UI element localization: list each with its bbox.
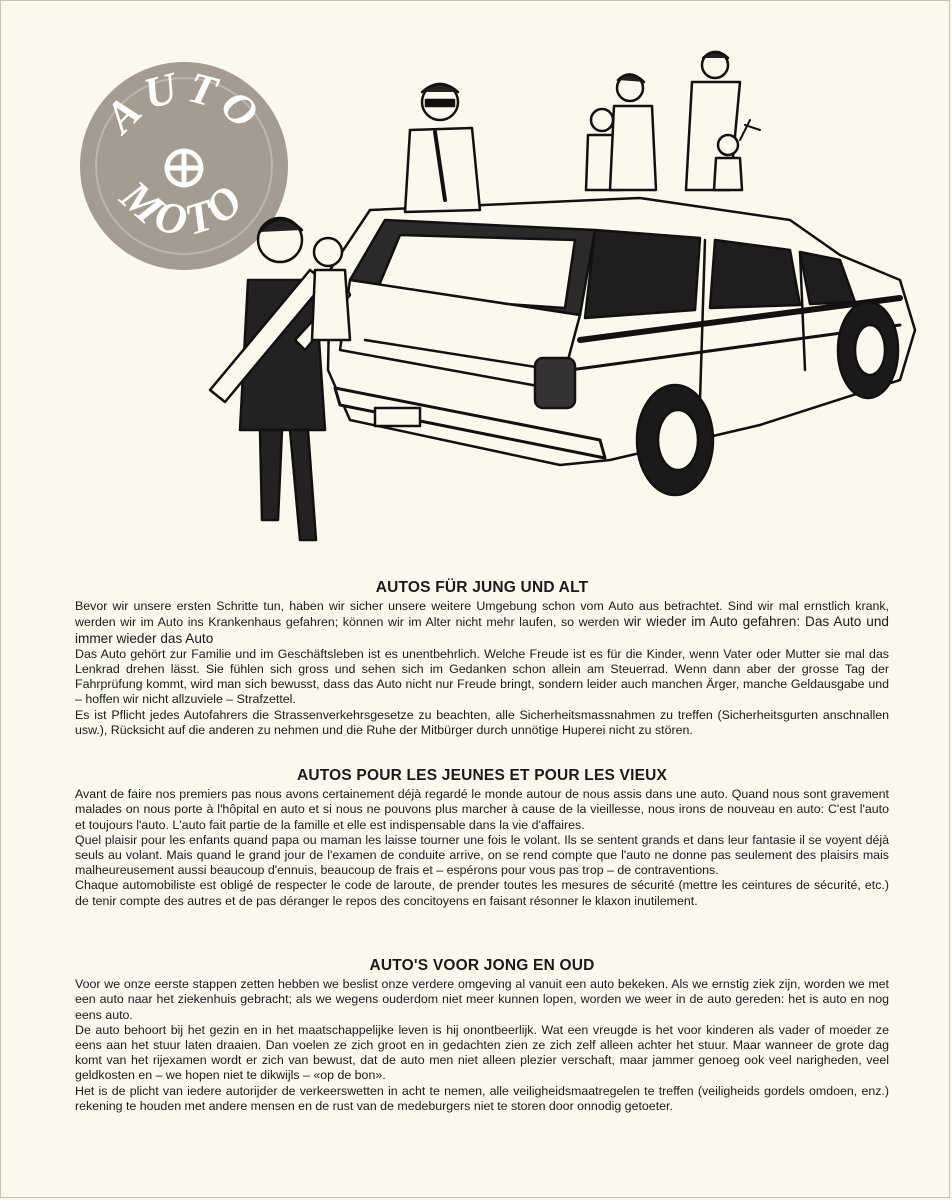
paragraph-emphasis: wir wieder im Auto gefahren: Das Auto und immer wieder das Auto [75,614,889,646]
paragraph-text: Bevor wir unsere ersten Schritte tun, haben wir sicher unsere weitere Umgebung schon vom Auto aus betrachtet. Sind wir mal ernstlich krank, werden wir im Auto ins Krankenhaus gefahren; können wir im Alter nicht mehr laufen, so werden [75,599,889,630]
paragraph: Quel plaisir pour les enfants quand papa ou maman les laisse tourner une fois le volant. Ils se sentent grands et dans leur fantasie il se voyent déjà seuls au volant. Mais quand le grand jour de l'examen de conduite arrive, on se rend compte que l'auto ne donne pas seulement des plaisirs mais malheureusement aussi beaucoup d'ennuis, beaucoup de frais et – espérons pour vous pas trop – de contraventions. [75,832,889,878]
article-section-french [75,768,889,909]
paragraph: Chaque automobiliste est obligé de respecter le code de laroute, de prender toutes les mesures de sécurité (mettre les ceintures de sécurité, etc.) de tenir compte des autres et de pas déranger le repos des concitoyens en faisant résonner le klaxon inutilement. [75,878,889,908]
paragraph: Es ist Pflicht jedes Autofahrers die Strassenverkehrsgesetze zu beachten, alle Sicherheitsmassnahmen zu treffen (Sicherheitsgurten anschnallen usw.), Rücksicht auf die anderen zu nehmen und die Ruhe der Mitbürger durch unnötige Huperei nicht zu stören. [75,707,889,737]
paragraph: Voor we onze eerste stappen zetten hebben we beslist onze verdere omgeving al vanuit een auto bekeken. Als we ernstig ziek zijn, worden we met een auto naar het ziekenhuis gebracht; als we wegens ouderdom niet meer kunnen lopen, worden we weer in de auto gereden: het is auto en nog eens auto. [75,977,889,1022]
logo-text-bottom: MOTO [111,171,257,246]
family-group [586,52,760,190]
logo-text-top: AUTO [95,61,273,142]
section-title-french: AUTOS POUR LES JEUNES ET POUR LES VIEUX [296,767,668,784]
paragraph: Das Auto gehört zur Familie und im Geschäftsleben ist es unentbehrlich. Welche Freude ist es für die Kinder, wenn Vater oder Mutter sie mal das Lenkrad drehen lässt. Sie fühlen sich gross und sehen sich im Gedanken schon allein am Steuerrad. Wenn dann aber der grosse Tag der Fahrprüfung kommt, wird man sich bewusst, dass das Auto nicht nur Freude bringt, sondern leider auch manchen Ärger, manche Geldausgabe und – hoffen wir nicht allzuviele – Strafzettel. [75,646,889,707]
section-title-dutch: AUTO'S VOOR JONG EN OUD [369,957,595,974]
article-section-dutch [75,958,889,1114]
paragraph [75,599,889,647]
paragraph: Het is de plicht van iedere autorijder de verkeerswetten in acht te nemen, alle veiligheidsmaatregelen te treffen (veiligheids gordels omdoen, enz.) rekening te houden met andere mensen en de rust van de medeburgers niet te storen door onnodig getoeter. [75,1083,889,1113]
article-section-german [75,580,889,738]
paragraph: De auto behoort bij het gezin en in het maatschappelijke leven is hij onontbeerlijk. Wat een vreugde is het voor kinderen als vader of moeder ze eens aan het stuur laten draaien. Dan voelen ze zich groot en in gedachten zien ze zich zelf alleen achter het stuur. Maar wanneer de grote dag komt van het rijexamen wordt er zich van bewust, dat de auto men niet alleen plezier verschaft, maar jammer genoeg ook veel narigheden, veel geldkosten en – we hopen niet te dikwijls – «op de bon». [75,1022,889,1083]
station-wagon-family-illustration [200,40,940,570]
man-with-sunglasses [405,84,480,212]
paragraph: Avant de faire nos premiers pas nous avons certainement déjà regardé le monde autour de nous assis dans une auto. Quand nous sont gravement malades on nous porte à l'hôpital en auto et si nous ne pouvons plus marcher à cause de la vieillesse, nous irons de nouveau en auto: C'est l'auto et toujours l'auto. L'auto fait partie de la famille et elle est indispensable dans la vie d'affaires. [75,787,889,832]
steering-wheel-icon [167,151,201,185]
station-wagon [328,198,915,495]
section-title-german: AUTOS FÜR JUNG UND ALT [375,579,589,596]
